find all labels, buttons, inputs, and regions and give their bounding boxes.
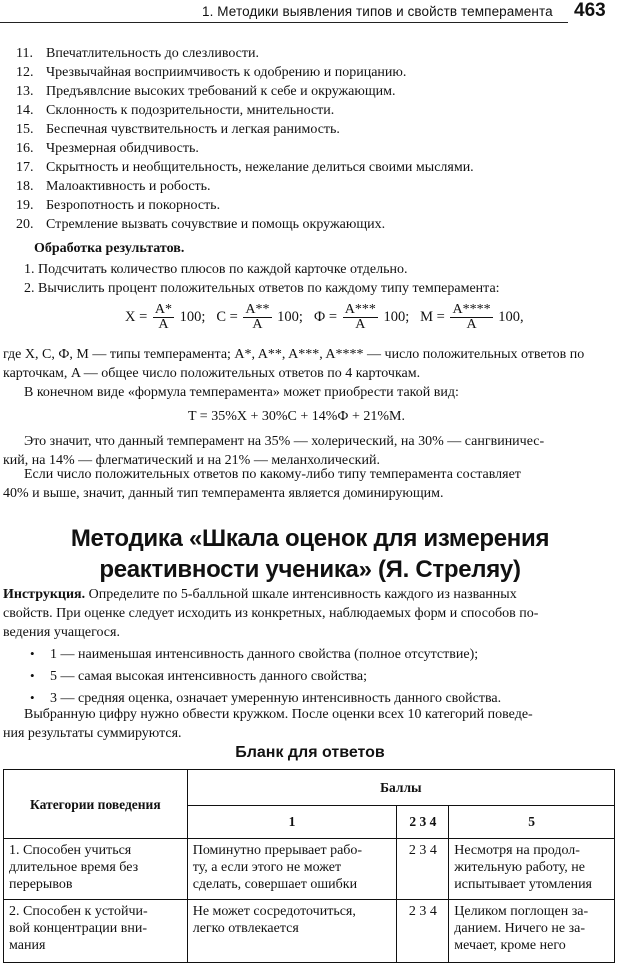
list-item-number: 19. (16, 198, 34, 213)
processing-title: Обработка результатов. (34, 241, 185, 256)
list-item-text: Малоактивность и робость. (46, 179, 211, 194)
instruction-label: Инструкция. (3, 587, 86, 602)
row-1-five-l2: жительную работу, не (454, 860, 585, 875)
form-title: Бланк для ответов (235, 744, 385, 761)
row-1-five-l3: испытывает утомления (454, 877, 593, 892)
row-1-score-234: 2 3 4 (397, 839, 449, 900)
formula-f-tail: 100; (383, 309, 410, 325)
list-item-number: 11. (16, 46, 33, 61)
list-item-number: 17. (16, 160, 34, 175)
col-category-header: Категории поведения (4, 770, 188, 839)
list-item-number: 15. (16, 122, 34, 137)
row-1-category-l1: 1. Способен учиться (9, 843, 132, 858)
running-header (0, 0, 620, 28)
row-1-one-l3: сделать, совершает ошибки (192, 877, 358, 892)
row-2-five-l3: мечает, кроме него (454, 938, 566, 953)
processing-step-1: 1. Подсчитать количество плюсов по каждой карточке отдельно. (24, 262, 408, 277)
bullet-icon: • (30, 690, 35, 705)
list-item-text: Чрезмерная обидчивость. (46, 141, 199, 156)
bullet-text: 1 — наименьшая интенсивность данного свойства (полное отсутствие); (50, 647, 479, 662)
formula-f-label: Ф = (313, 309, 338, 325)
meaning-line-2: кий, на 14% — флегматический и на 21% — меланхолический. (3, 453, 380, 468)
formula-c-tail: 100; (277, 309, 303, 325)
bullet-icon: • (30, 646, 35, 661)
col-1-header: 1 (187, 805, 397, 839)
fraction-c-num: A** (245, 302, 270, 317)
formula-m-label: M = (420, 309, 445, 325)
list-item-number: 16. (16, 141, 34, 156)
circle-line-1: Выбранную цифру нужно обвести кружком. После оценки всех 10 категорий поведе- (24, 707, 533, 722)
header-rule (0, 22, 568, 23)
list-item-text: Безропотность и покорность. (46, 198, 221, 213)
row-2-category-l1: 2. Способен к устойчи- (9, 904, 148, 919)
final-formula: T = 35%X + 30%C + 14%Ф + 21%M. (188, 409, 405, 424)
list-item (16, 215, 616, 234)
row-2-five-l1: Целиком поглощен за- (454, 904, 589, 919)
bullet-text: 5 — самая высокая интенсивность данного свойства; (50, 669, 367, 684)
row-1-category-l2: длительное время без (9, 860, 139, 875)
row-2-one-l1: Не может сосредоточиться, (192, 904, 356, 919)
chapter-title: 1. Методики выявления типов и свойств темперамента (202, 4, 553, 19)
bullet-text: 3 — средняя оценка, означает умеренную интенсивность данного свойства. (50, 691, 502, 706)
formula-c-label: C = (216, 309, 238, 325)
fraction-x-den: A (158, 317, 169, 332)
method-heading-line-2: реактивности ученика» (Я. Стреляу) (99, 556, 521, 583)
dominant-line-1: Если число положительных ответов по какому-либо типу темперамента составляет (24, 467, 521, 482)
list-item (16, 120, 616, 139)
page-number: 463 (574, 0, 606, 21)
fraction-f-num: A*** (344, 302, 376, 317)
list-item-number: 18. (16, 179, 34, 194)
row-1-five-l1: Несмотря на продол- (454, 843, 580, 858)
trait-list (16, 44, 616, 234)
fraction-f (343, 303, 378, 332)
list-item-text: Стремление вызвать сочувствие и помощь окружающих. (46, 217, 386, 232)
table-row (4, 900, 615, 963)
circle-line-2: ния результаты суммируются. (3, 726, 182, 741)
formula-m-tail: 100, (498, 309, 524, 325)
table-header-row (4, 770, 615, 806)
row-1-one-l1: Поминутно прерывает рабо- (192, 843, 363, 858)
list-item-text: Впечатлительность до слезливости. (46, 46, 260, 61)
list-item-number: 13. (16, 84, 34, 99)
row-2-score-5 (449, 900, 615, 963)
scale-bullets (30, 643, 501, 709)
col-234-header: 2 3 4 (397, 805, 449, 839)
row-1-one-l2: ту, а если этого не может (192, 860, 342, 875)
list-item (16, 82, 616, 101)
where-line-1: где X, C, Ф, M — типы темперамента; A*, A**, A***, A**** — число положительных ответов по (3, 347, 585, 362)
table-row (4, 839, 615, 900)
list-item-number: 14. (16, 103, 34, 118)
instruction-text-1: Определите по 5-балльной шкале интенсивность каждого из названных (88, 587, 517, 602)
fraction-c (243, 303, 271, 332)
row-2-category-l3: мания (9, 938, 46, 953)
fraction-x-num: A* (154, 302, 173, 317)
row-1-score-1 (187, 839, 397, 900)
list-item-number: 20. (16, 217, 34, 232)
list-item-text: Склонность к подозрительности, мнительности. (46, 103, 335, 118)
formula-x-tail: 100; (179, 309, 206, 325)
list-item-text: Чрезвычайная восприимчивость к одобрению и порицанию. (46, 65, 407, 80)
method-heading-line-1: Методика «Шкала оценок для измерения (70, 525, 550, 552)
row-2-five-l2: данием. Ничего не за- (454, 921, 586, 936)
fraction-m-num: A**** (452, 302, 491, 317)
answer-form-table (3, 769, 615, 963)
instruction-line-3: ведения учащегося. (3, 625, 120, 640)
row-1-score-5 (449, 839, 615, 900)
row-1-category (4, 839, 188, 900)
where-line-2: карточкам, A — общее число положительных ответов по 4 карточкам. (3, 366, 421, 381)
fraction-m (450, 303, 492, 332)
list-item (16, 63, 616, 82)
row-2-score-1 (187, 900, 397, 963)
row-2-one-l2: легко отвлекается (192, 921, 299, 936)
col-scores-header: Баллы (187, 770, 614, 806)
formula-x-label: X = (125, 309, 148, 325)
row-2-category-l2: вой концентрации вни- (9, 921, 148, 936)
bullet-item (30, 665, 501, 687)
row-1-category-l3: перерывов (9, 877, 73, 892)
final-form-intro: В конечном виде «формула темперамента» может приобрести такой вид: (24, 385, 459, 400)
processing-step-2: 2. Вычислить процент положительных ответов по каждому типу темперамента: (24, 281, 500, 296)
fraction-f-den: A (355, 317, 366, 332)
dominant-line-2: 40% и выше, значит, данный тип темперамента является доминирующим. (3, 486, 444, 501)
fraction-m-den: A (466, 317, 477, 332)
percent-formula (125, 303, 524, 332)
list-item (16, 177, 616, 196)
list-item (16, 196, 616, 215)
fraction-x (153, 303, 174, 332)
instruction-line-1 (3, 585, 517, 604)
list-item (16, 158, 616, 177)
row-2-category (4, 900, 188, 963)
list-item-text: Скрытность и необщительность, нежелание делиться своими мыслями. (46, 160, 474, 175)
bullet-icon: • (30, 668, 35, 683)
list-item (16, 139, 616, 158)
list-item-number: 12. (16, 65, 34, 80)
meaning-line-1: Это значит, что данный темперамент на 35% — холерический, на 30% — сангвиничес- (24, 434, 545, 449)
instruction-line-2: свойств. При оценке следует исходить из конкретных, наблюдаемых форм и способов по- (3, 606, 539, 621)
list-item (16, 101, 616, 120)
bullet-item (30, 643, 501, 665)
list-item (16, 44, 616, 63)
fraction-c-den: A (252, 317, 263, 332)
list-item-text: Предъявлсние высоких требований к себе и окружающим. (46, 84, 396, 99)
row-2-score-234: 2 3 4 (397, 900, 449, 963)
col-5-header: 5 (449, 805, 615, 839)
list-item-text: Беспечная чувствительность и легкая ранимость. (46, 122, 340, 137)
